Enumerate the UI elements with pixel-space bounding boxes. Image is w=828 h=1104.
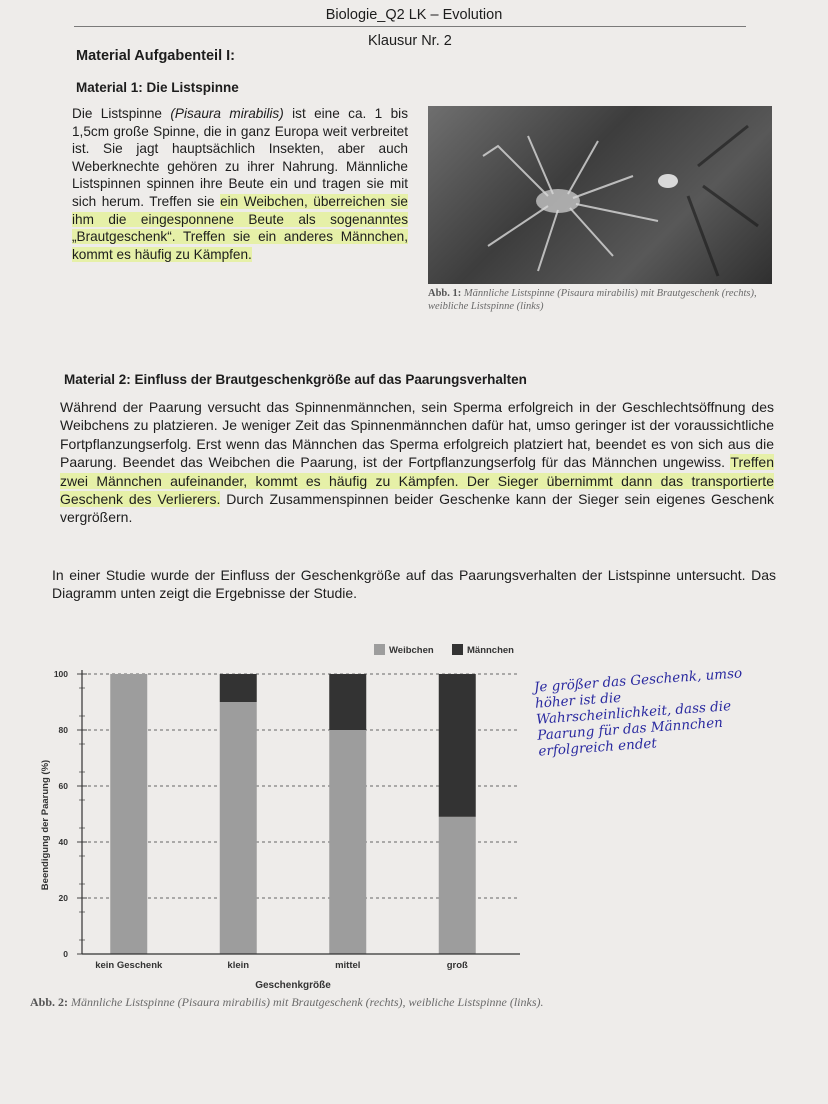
bar-weibchen xyxy=(220,702,257,954)
species-name: (Pisaura mirabilis) xyxy=(170,106,284,121)
figure2-caption-text: Männliche Listspinne (Pisaura mirabilis) mit Brautgeschenk (rechts), weibliche Listspinne (links). xyxy=(71,995,544,1009)
bar-weibchen xyxy=(329,730,366,954)
spider-illustration xyxy=(428,106,772,284)
document-title: Biologie_Q2 LK – Evolution xyxy=(325,7,503,23)
y-tick-label: 100 xyxy=(53,669,68,679)
exam-number: Klausur Nr. 2 xyxy=(368,33,452,49)
figure1-caption xyxy=(428,287,768,313)
figure2-caption xyxy=(30,996,750,1009)
chart-legend xyxy=(374,644,514,656)
header-rule xyxy=(74,26,746,27)
figure1-caption-text: Männliche Listspinne (Pisaura mirabilis) mit Brautgeschenk (rechts), weibliche Listspinne (links) xyxy=(428,288,757,312)
x-tick-label: mittel xyxy=(335,960,361,971)
bar-männchen xyxy=(220,674,257,702)
y-tick-label: 80 xyxy=(58,725,68,735)
bar-weibchen xyxy=(439,817,476,954)
legend-label: Männchen xyxy=(467,645,514,656)
material1-highlight: ein Weibchen, überreichen sie ihm die eingesponnene Beute als sogenanntes „Brautgeschenk“. Treffen sie ein anderes Männchen, kommt es häufig zu Kämpfen. xyxy=(72,193,408,262)
material2-text-a: Während der Paarung versucht das Spinnenmännchen, sein Sperma erfolgreich in der Geschlechtsöffnung des Weibchens zu platzieren. Je weniger Zeit das Spinnenmännchen dafür hat, umso geringer ist der voraussichtliche Fortpflanzungserfolg. Erst wenn das Männchen das Sperma erfolgreich platziert hat, beendet es von sich aus die Paarung. Beendet das Weibchen die Paarung, ist der Fortpflanzungserfolg für das Männchen ungewiss. xyxy=(60,399,774,471)
y-tick-label: 60 xyxy=(58,781,68,791)
bar-männchen xyxy=(329,674,366,730)
legend-swatch xyxy=(374,644,385,655)
spider-photo xyxy=(428,106,772,284)
figure2-caption-label: Abb. 2: xyxy=(30,995,69,1009)
study-text: In einer Studie wurde der Einfluss der Geschenkgröße auf das Paarungsverhalten der Listspinne untersucht. Das Diagramm unten zeigt die Ergebnisse der Studie. xyxy=(52,567,776,602)
y-tick-label: 20 xyxy=(58,893,68,903)
handwritten-note: Je größer das Geschenk, umso höher ist die Wahrscheinlichkeit, dass die Paarung für das Männchen erfolgreich endet xyxy=(533,665,743,760)
legend-label: Weibchen xyxy=(389,645,434,656)
bar-männchen xyxy=(439,674,476,817)
material1-title: Material 1: Die Listspinne xyxy=(76,80,239,95)
material2-highlight: Treffen zwei Männchen aufeinander, kommt es häufig zu Kämpfen. Der Sieger übernimmt dann das transportierte Geschenk des Verlierers. xyxy=(60,454,774,508)
chart-y-axis-label: Beendigung der Paarung (%) xyxy=(40,759,51,891)
material1-text-a: Die Listspinne xyxy=(72,106,171,121)
chart-x-axis-label: Geschenkgröße xyxy=(255,980,331,990)
figure1-caption-label: Abb. 1: xyxy=(428,288,462,299)
stacked-bar-chart xyxy=(30,630,530,990)
x-tick-label: klein xyxy=(227,960,250,971)
x-tick-label: kein Geschenk xyxy=(95,960,163,971)
chart-bars xyxy=(110,674,476,954)
legend-swatch xyxy=(452,644,463,655)
y-tick-label: 0 xyxy=(63,949,68,959)
material2-title: Material 2: Einfluss der Brautgeschenkgröße auf das Paarungsverhalten xyxy=(64,372,527,387)
material1-text-b: ist eine ca. 1 bis 1,5cm große Spinne, die in ganz Europa weit verbreitet ist. Sie jagt hauptsächlich Insekten, aber auch Weberknechte gehören zu ihrer Nahrung. Männliche Listspinnen spinnen ihre Beute ein und tragen sie mit sich herum. Treffen sie xyxy=(72,106,408,209)
bar-weibchen xyxy=(110,674,147,954)
material1-text xyxy=(72,105,408,263)
material2-text-b: Durch Zusammenspinnen beider Geschenke kann der Sieger sein eigenes Geschenk vergrößern. xyxy=(60,491,775,526)
x-tick-label: groß xyxy=(446,960,468,971)
section-title: Material Aufgabenteil I: xyxy=(76,48,235,64)
material2-text xyxy=(60,398,774,527)
y-tick-label: 40 xyxy=(58,837,68,847)
